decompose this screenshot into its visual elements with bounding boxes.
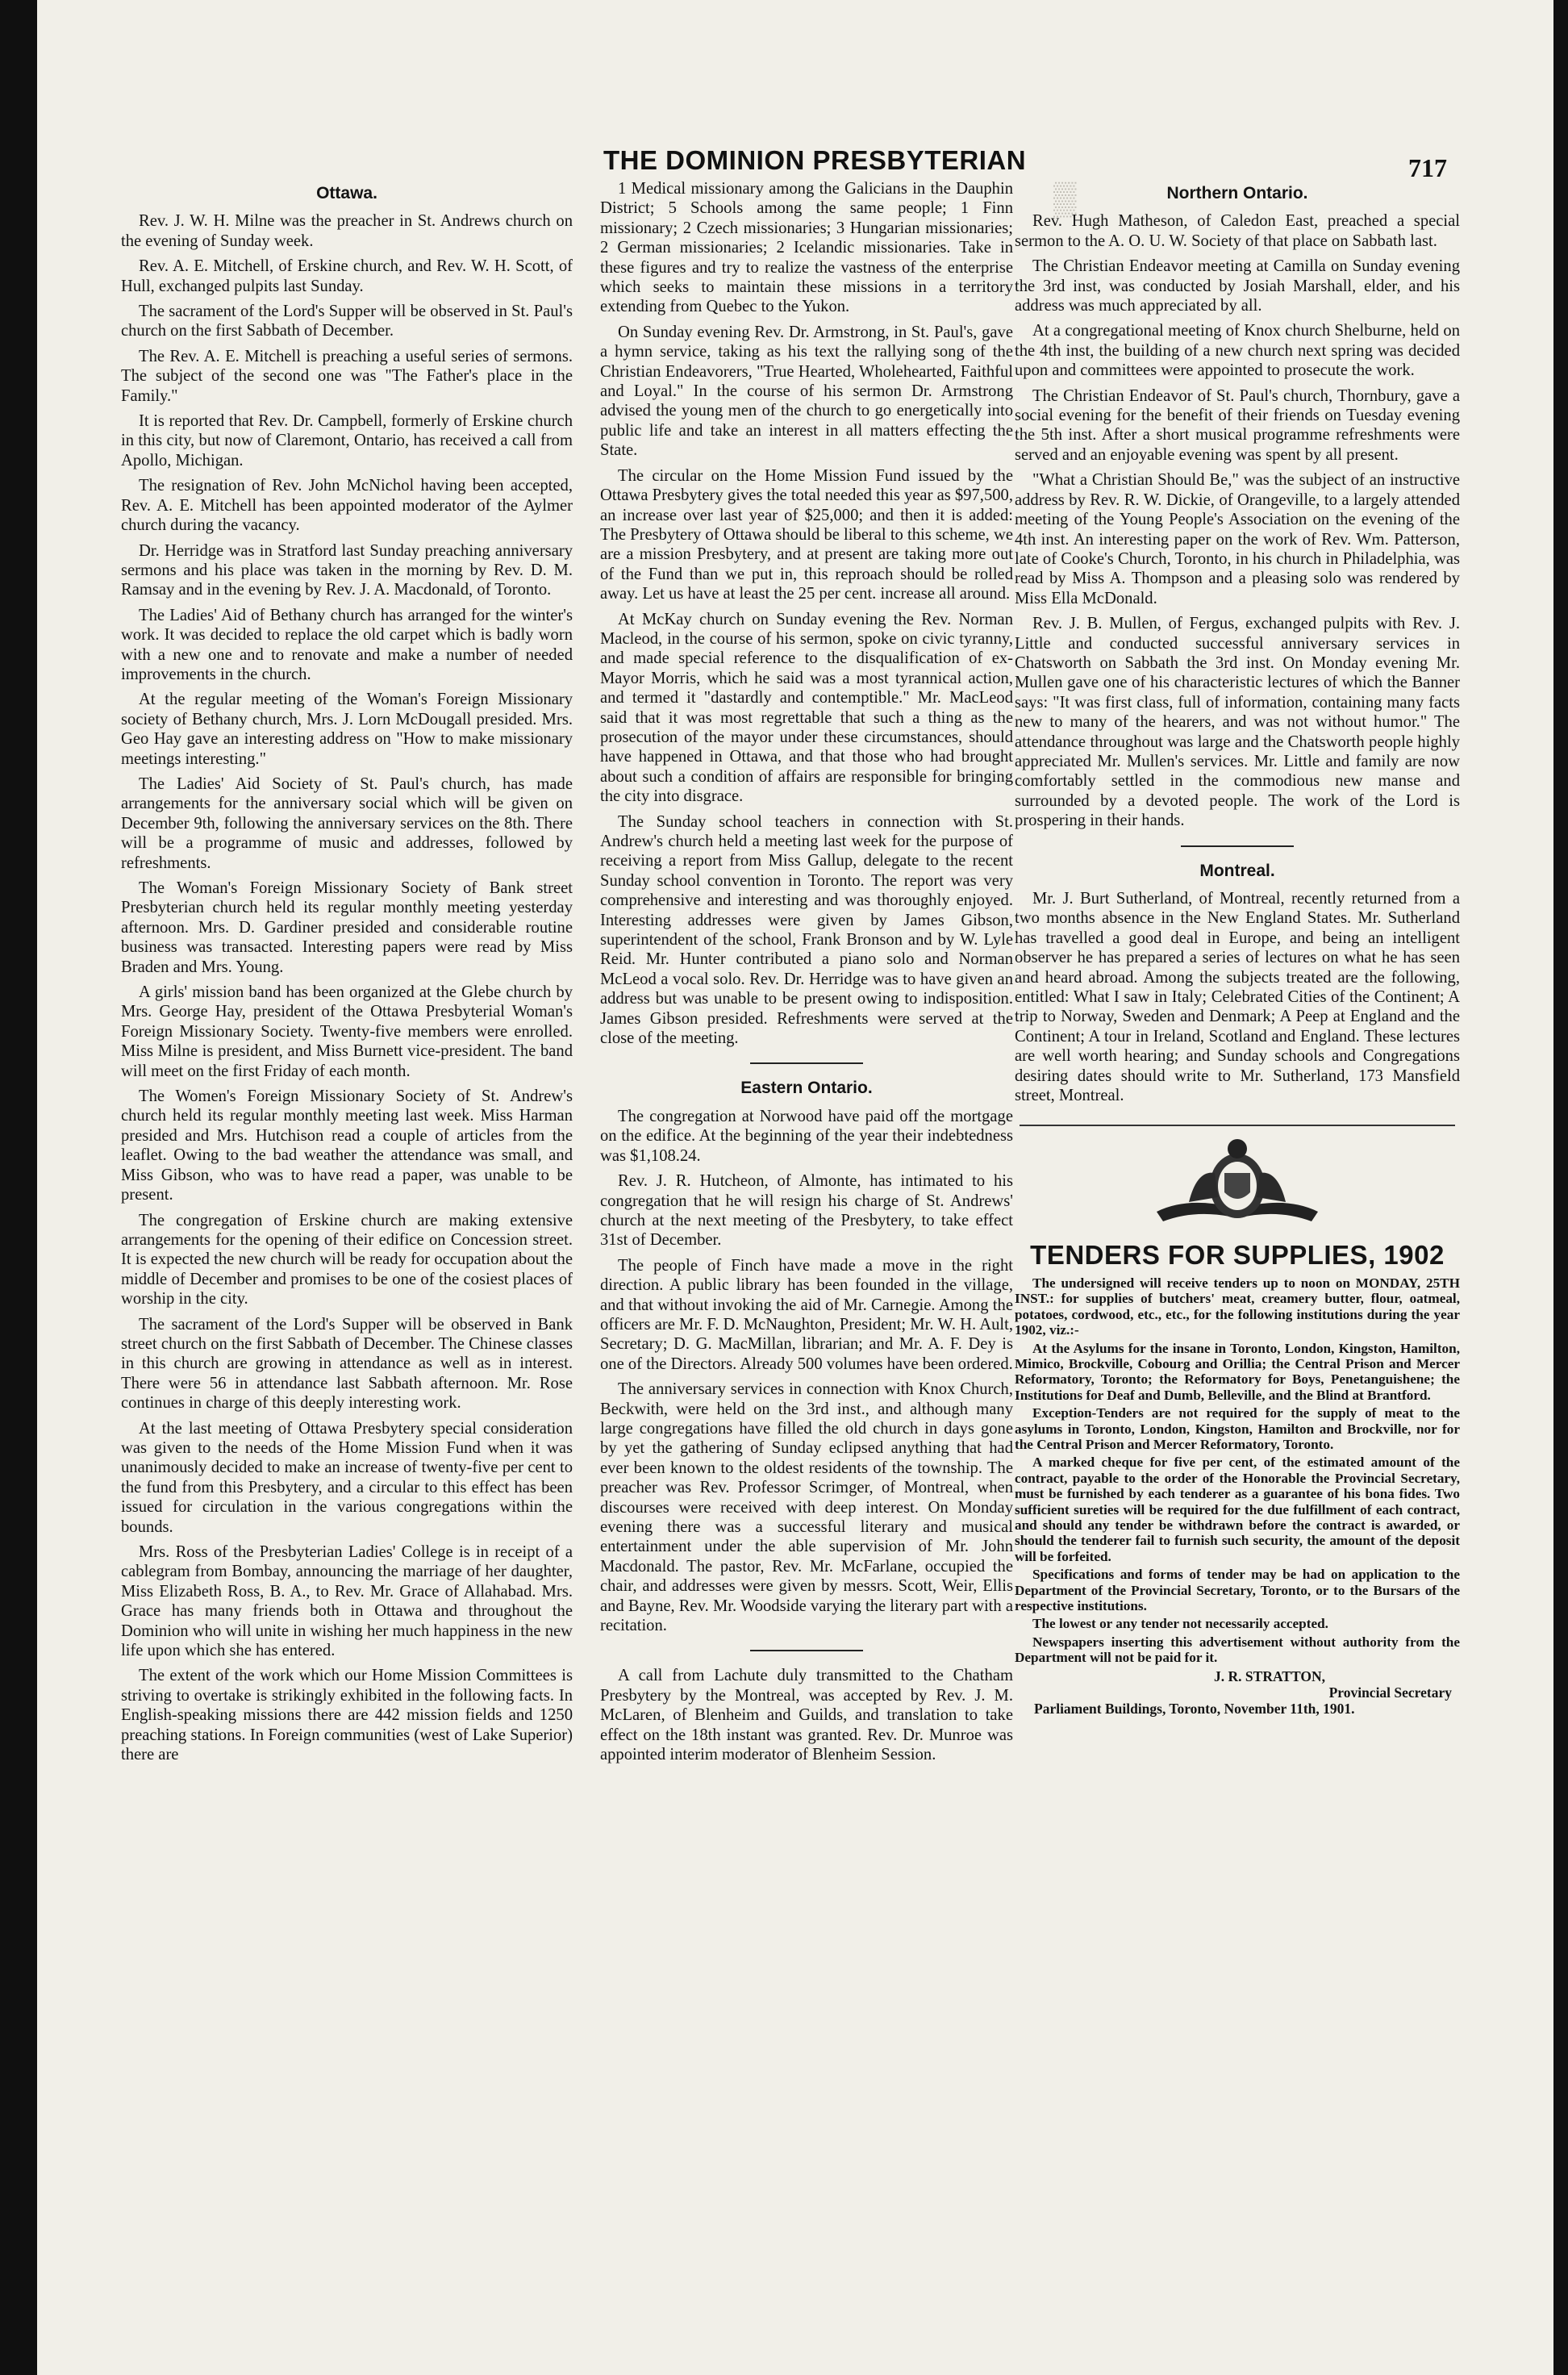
news-paragraph: Rev. Hugh Matheson, of Caledon East, preached a special sermon to the A. O. U. W. Society of that place on Sabbath last. bbox=[1015, 212, 1460, 250]
call-news-items bbox=[600, 1666, 1013, 1764]
advertisement-body bbox=[1015, 1275, 1460, 1666]
column-middle bbox=[600, 179, 1013, 1770]
advertisement-paragraph: At the Asylums for the insane in Toronto, London, Kingston, Hamilton, Mimico, Brockville, Cobourg and Orillia; the Central Prison and Mercer Reformatory, Toronto; the Reformatory for Boys, Penetanguishene; the Institutions for Deaf and Dumb, Belleville, and the Blind at Brantford. bbox=[1015, 1340, 1460, 1403]
newspaper-page bbox=[37, 0, 1553, 2375]
news-paragraph: It is reported that Rev. Dr. Campbell, formerly of Erskine church in this city, but now of Claremont, Ontario, has received a call from Apollo, Michigan. bbox=[121, 412, 573, 470]
signer-title: Provincial Secretary bbox=[1328, 1684, 1452, 1701]
news-paragraph: The Christian Endeavor meeting at Camilla on Sunday evening the 3rd inst, was conducted by Josiah Marshall, elder, and his address was much appreciated by all. bbox=[1015, 257, 1460, 315]
advertisement-signature bbox=[1015, 1668, 1460, 1717]
news-paragraph: Rev. J. B. Mullen, of Fergus, exchanged pulpits with Rev. J. Little and conducted successful anniversary services in Chatsworth on Sabbath the 3rd inst. On Monday evening Mr. Mullen gave one of his characteristic lectures of which the Banner says: "It was first class, full of information, containing many facts new to many of the hearers, and was not without humor." The attendance throughout was large and the Chatsworth people highly appreciated Mr. Mullen's services. Mr. Little and family are now comfortably settled in the commodious new manse and surrounded by a devoted people. The work of the Lord is prospering in their hands. bbox=[1015, 615, 1460, 830]
news-paragraph: The congregation of Erskine church are making extensive arrangements for the opening of their edifice on Concession street. It is expected the new church will be ready for occupation about the middle of December and promises to be one of the cosiest places of worship in the city. bbox=[121, 1211, 573, 1309]
news-paragraph: The Christian Endeavor of St. Paul's church, Thornbury, gave a social evening for the benefit of their friends on Tuesday evening the 5th inst. After a short musical programme refreshments were served and an enjoyable evening was spent by all present. bbox=[1015, 386, 1460, 464]
news-paragraph: Mr. J. Burt Sutherland, of Montreal, recently returned from a two months absence in the New England States. Mr. Sutherland has travelled a good deal in Europe, and being an intelligent observer he has prepared a series of lectures on what he has seen and heard abroad. Among the subjects treated are the following, entitled: What I saw in Italy; Celebrated Cities of the Continent; A trip to Norway, Sweden and Denmark; A Peep at England and the Continent; A tour in Ireland, Scotland and England. These lectures are well worth hearing; and Sunday schools and Congregations desiring dates should write to Mr. Sutherland, 173 Mansfield street, Montreal. bbox=[1015, 890, 1460, 1105]
news-paragraph: Rev. A. E. Mitchell, of Erskine church, and Rev. W. H. Scott, of Hull, exchanged pulpits last Sunday. bbox=[121, 257, 573, 295]
news-paragraph: A girls' mission band has been organized at the Glebe church by Mrs. George Hay, president of the Ottawa Presbyterial Woman's Foreign Missionary Society. Twenty-five members were enrolled. Miss Milne is president, and Miss Burnett vice-president. The band will meet on the first Friday of each month. bbox=[121, 983, 573, 1080]
news-paragraph: The Sunday school teachers in connection with St. Andrew's church held a meeting last week for the purpose of receiving a report from Miss Gallup, delegate to the recent Sunday school convention in Toronto. The report was very comprehensive and interesting and was thoroughly enjoyed. Interesting addresses were given by James Gibson, superintendent of the school, Frank Bronson and by W. Lyle Reid. Mr. Hunter contributed a piano solo and Norman McLeod a vocal solo. Rev. Dr. Herridge was to have given an address but was unable to be present owing to indisposition. James Gibson presided. Refreshments were served at the close of the meeting. bbox=[600, 812, 1013, 1048]
advertisement-paragraph: A marked cheque for five per cent, of the estimated amount of the contract, payable to the order of the Honorable the Provincial Secretary, must be furnished by each tenderer as a guarantee of his bona fides. Two sufficient sureties will be required for the due fulfillment of each contract, and should any tender be withdrawn before the contract is awarded, or should the tenderer fail to furnish such security, the amount of the deposit will be forfeited. bbox=[1015, 1455, 1460, 1564]
section-divider bbox=[750, 1062, 863, 1064]
section-divider bbox=[750, 1650, 863, 1651]
middle-news-items bbox=[600, 179, 1013, 1048]
news-paragraph: On Sunday evening Rev. Dr. Armstrong, in St. Paul's, gave a hymn service, taking as his text the rallying song of the Christian Endeavorers, "True Hearted, Wholehearted, Faithful and Loyal." In the course of his sermon Dr. Armstrong advised the young men of the church to go energetically into public life and take an interest in all matters effecting the State. bbox=[600, 323, 1013, 460]
page-number: 717 bbox=[1408, 153, 1447, 182]
section-heading-eastern-ontario: Eastern Ontario. bbox=[740, 1079, 873, 1098]
advertisement-title: TENDERS FOR SUPPLIES, 1902 bbox=[1030, 1240, 1445, 1271]
news-paragraph: Rev. J. R. Hutcheon, of Almonte, has intimated to his congregation that he will resign his charge of St. Andrews' church at the next meeting of the Presbytery, to take effect 31st of December. bbox=[600, 1172, 1013, 1250]
news-paragraph: The sacrament of the Lord's Supper will be observed in St. Paul's church on the first Sabbath of December. bbox=[121, 303, 573, 340]
news-paragraph: The Rev. A. E. Mitchell is preaching a useful series of sermons. The subject of the second one was "The Father's place in the Family." bbox=[121, 347, 573, 405]
news-paragraph: The congregation at Norwood have paid off the mortgage on the edifice. At the beginning of the year their indebtedness was $1,108.24. bbox=[600, 1107, 1013, 1165]
eastern-ontario-news-items bbox=[600, 1107, 1013, 1636]
news-paragraph: At the last meeting of Ottawa Presbytery special consideration was given to the needs of the Home Mission Fund when it was unanimously decided to make an increase of twenty-five per cent to the fund from this Presbytery, and a circular to this effect has been issued for circulation in the various congregations within the bounds. bbox=[121, 1419, 573, 1536]
northern-ontario-news-items bbox=[1015, 211, 1460, 830]
royal-coat-of-arms-icon bbox=[1141, 1137, 1334, 1233]
montreal-news-items bbox=[1015, 889, 1460, 1105]
ottawa-news-items bbox=[121, 211, 573, 1764]
advertisement-paragraph: The lowest or any tender not necessarily accepted. bbox=[1032, 1616, 1328, 1632]
news-paragraph: The sacrament of the Lord's Supper will be observed in Bank street church on the first Sabbath of December. The Chinese classes in this church are growing in attendance as well as in interest. There were 56 in attendance last Sabbath afternoon. Mr. Rose continues in charge of this deeply interesting work. bbox=[121, 1315, 573, 1413]
news-paragraph: At McKay church on Sunday evening the Rev. Norman Macleod, in the course of his sermon, spoke on civic tyranny, and made special reference to the disqualification of ex-Mayor Morris, which he said was a most tyrannical action, and termed it "dastardly and contemptible." Mr. MacLeod said that it was most regrettable that such a thing as the prosecution of the mayor under these circumstances, should have happened in Ottawa, and that those who had brought about such a condition of affairs are responsible for bringing the city into disgrace. bbox=[600, 610, 1013, 806]
news-paragraph: Rev. J. W. H. Milne was the preacher in St. Andrews church on the evening of Sunday week. bbox=[121, 212, 573, 250]
bleed-through-decoration: ▒ bbox=[1053, 180, 1077, 216]
advertisement-paragraph: The undersigned will receive tenders up to noon on MONDAY, 25TH INST.: for supplies of butchers' meat, creamery butter, flour, oatmeal, potatoes, cordwood, etc., etc., for the following institutions during the year 1902, viz.:- bbox=[1015, 1275, 1460, 1338]
advertisement-divider bbox=[1020, 1125, 1455, 1126]
news-paragraph: The extent of the work which our Home Mission Committees is striving to overtake is strikingly exhibited in the following facts. In English-speaking missions there are 442 mission fields and 1250 preaching stations. In Foreign communities (west of Lake Superior) there are bbox=[121, 1667, 573, 1764]
news-paragraph: At a congregational meeting of Knox church Shelburne, held on the 4th inst, the building of a new church next spring was decided upon and committees were appointed to prosecute the work. bbox=[1015, 322, 1460, 380]
advertisement-paragraph: Newspapers inserting this advertisement without authority from the Department will not be paid for it. bbox=[1015, 1634, 1460, 1666]
news-paragraph: Mrs. Ross of the Presbyterian Ladies' College is in receipt of a cablegram from Bombay, announcing the marriage of her daughter, Miss Elizabeth Ross, B. A., to Rev. Mr. Grace of Allahabad. Mrs. Grace has many friends both in Ottawa and throughout the Dominion who will unite in wishing her much happiness in the new life upon which she has entered. bbox=[121, 1543, 573, 1660]
news-paragraph: The circular on the Home Mission Fund issued by the Ottawa Presbytery gives the total needed this year as $97,500, an increase over last year of $25,000; and then it is added: The Presbytery of Ottawa should be liberal to this scheme, we are a mission Presbytery, and at present are taking more out of the Fund than we put in, this reproach should be rolled away. Let us have at least the 25 per cent. increase all around. bbox=[600, 466, 1013, 603]
advertisement-paragraph: Exception-Tenders are not required for the supply of meat to the asylums in Toronto, London, Kingston, Hamilton and Brockville, nor for the Central Prison and Mercer Reformatory, Toronto. bbox=[1015, 1405, 1460, 1452]
tenders-advertisement bbox=[1015, 1240, 1460, 1717]
column-ottawa bbox=[121, 179, 573, 1770]
news-paragraph: The people of Finch have made a move in the right direction. A public library has been founded in the village, and that without invoking the aid of Mr. Carnegie. Among the officers are Mr. F. D. McNaughton, President; Mr. W. H. Ault, Secretary; D. G. MacMillan, librarian; and Mr. A. F. Dey is one of the Directors. Already 500 volumes have been ordered. bbox=[600, 1256, 1013, 1373]
news-paragraph: "What a Christian Should Be," was the subject of an instructive address by Rev. R. W. Dickie, of Orangeville, to a largely attended meeting of the Young People's Association on the evening of the 4th inst. An interesting paper on the work of Rev. Wm. Patterson, late of Cooke's Church, Toronto, in his church in Philadelphia, was read by Miss A. Thompson and a pleasing solo was rendered by Miss Ella McDonald. bbox=[1015, 471, 1460, 607]
news-paragraph: The resignation of Rev. John McNichol having been accepted, Rev. A. E. Mitchell has been appointed moderator of the Aylmer church during the vacancy. bbox=[121, 477, 573, 535]
news-paragraph: The Ladies' Aid Society of St. Paul's church, has made arrangements for the anniversary social which will be given on December 9th, following the anniversary services on the 8th. There will be a programme of music and addresses, followed by refreshments. bbox=[121, 774, 573, 872]
news-paragraph: Dr. Herridge was in Stratford last Sunday preaching anniversary sermons and his place was taken in the morning by Rev. D. M. Ramsay and in the evening by Rev. J. A. Macdonald, of Toronto. bbox=[121, 541, 573, 599]
section-divider bbox=[1181, 845, 1294, 847]
section-heading-northern-ontario: Northern Ontario. bbox=[1166, 184, 1308, 202]
advertisement-paragraph: Specifications and forms of tender may be had on application to the Department of the Provincial Secretary, Toronto, or to the Bursars of the respective institutions. bbox=[1015, 1567, 1460, 1613]
signer-name: J. R. STRATTON, bbox=[1214, 1668, 1325, 1684]
section-heading-ottawa: Ottawa. bbox=[316, 184, 377, 202]
news-paragraph: At the regular meeting of the Woman's Foreign Missionary society of Bethany church, Mrs. J. Lorn McDougall presided. Mrs. Geo Hay gave an interesting address on "How to make missionary meetings interesting." bbox=[121, 691, 573, 768]
news-paragraph: The Ladies' Aid of Bethany church has arranged for the winter's work. It was decided to replace the old carpet which is badly worn with a new one and to renovate and make a number of needed improvements in the church. bbox=[121, 606, 573, 683]
news-paragraph: 1 Medical missionary among the Galicians in the Dauphin District; 5 Schools among the same people; 1 Finn missionary; 2 Czech missionaries; 3 Hungarian missionaries; 2 German missionaries; 2 Icelandic missionaries. Take in these figures and try to realize the vastness of the enterprise which seeks to maintain these missions in a territory extending from Quebec to the Yukon. bbox=[600, 180, 1013, 316]
news-paragraph: The Woman's Foreign Missionary Society of Bank street Presbyterian church held its regular monthly meeting yesterday afternoon. Mrs. D. Gardiner presided and considerable routine business was transacted. Interesting papers were read by Miss Braden and Mrs. Young. bbox=[121, 879, 573, 976]
news-paragraph: The anniversary services in connection with Knox Church, Beckwith, were held on the 3rd inst., and although many large congregations have filled the old church in days gone by yet the gathering of Sunday eclipsed anything that had ever been known to the oldest residents of the township. The preacher was Rev. Professor Scrimger, of Montreal, when discourses were received with deep interest. On Monday evening there was a successful literary and musical entertainment under the able supervision of Mr. John Macdonald. The pastor, Rev. Mr. McFarlane, occupied the chair, and addresses were given by messrs. Scott, Weir, Ellis and Bayne, Rev. Mr. Woodside varying the literary part with a recitation. bbox=[600, 1380, 1013, 1635]
page-header: THE DOMINION PRESBYTERIAN bbox=[603, 145, 1027, 175]
column-right bbox=[1015, 179, 1460, 1717]
signer-place-date: Parliament Buildings, Toronto, November 11th, 1901. bbox=[1034, 1700, 1355, 1717]
section-heading-montreal: Montreal. bbox=[1199, 861, 1275, 880]
news-paragraph: A call from Lachute duly transmitted to the Chatham Presbytery by the Montreal, was accepted by Rev. J. M. McLaren, of Blenheim and Guilds, and translation to take effect on the 18th instant was granted. Rev. Dr. Munroe was appointed interim moderator of Blenheim Session. bbox=[600, 1667, 1013, 1764]
news-paragraph: The Women's Foreign Missionary Society of St. Andrew's church held its regular monthly meeting last week. Miss Harman presided and Mrs. Hutchison read a couple of articles from the leaflet. Owing to the bad weather the attendance was small, and Miss Gibson, who was to have read a paper, was unable to be present. bbox=[121, 1087, 573, 1204]
